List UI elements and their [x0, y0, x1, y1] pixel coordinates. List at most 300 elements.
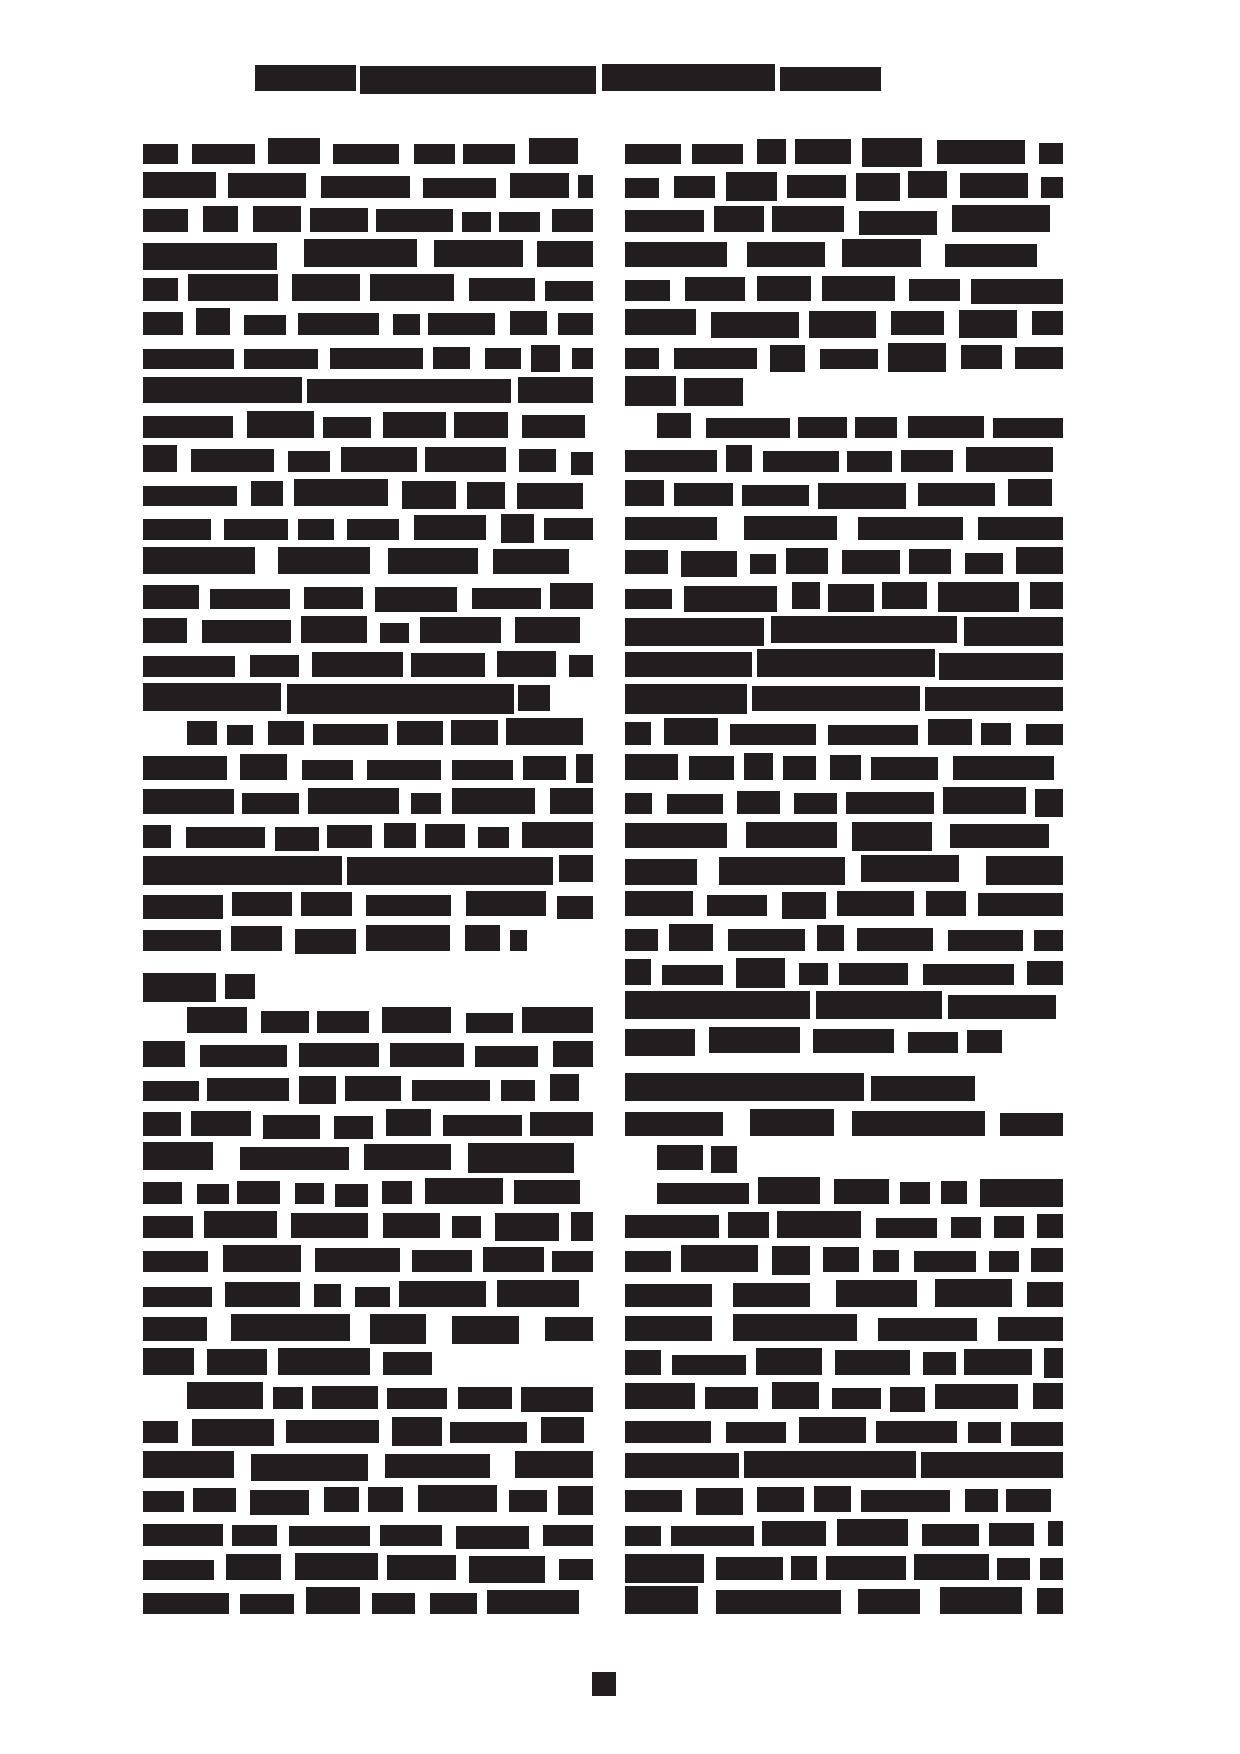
- redacted-word-blob: [382, 1007, 451, 1033]
- redacted-text-line: [625, 305, 1063, 335]
- redacted-text-line: [143, 1140, 593, 1170]
- redacted-text-line: [625, 1311, 1063, 1341]
- redacted-word-blob: [143, 930, 221, 951]
- redacted-text-line: [625, 1242, 1063, 1272]
- redacted-word-blob: [842, 239, 921, 267]
- redacted-text-line: [143, 1584, 593, 1614]
- redacted-word-blob: [900, 1182, 930, 1204]
- redacted-word-blob: [510, 930, 527, 951]
- redacted-word-blob: [1011, 1422, 1063, 1446]
- redacted-word-blob: [922, 1524, 979, 1546]
- redacted-word-blob: [186, 827, 265, 848]
- redacted-word-blob: [501, 1080, 535, 1101]
- redacted-word-blob: [143, 1491, 184, 1512]
- redacted-word-blob: [187, 1382, 263, 1409]
- redacted-word-blob: [463, 144, 515, 164]
- redacted-word-blob: [250, 1490, 309, 1515]
- redacted-word-blob: [323, 417, 371, 438]
- redacted-word-blob: [733, 1283, 810, 1307]
- redacted-word-blob: [515, 617, 580, 643]
- redacted-word-blob: [1037, 1588, 1063, 1614]
- redacted-text-line: [625, 852, 1063, 882]
- redacted-word-blob: [625, 348, 659, 369]
- redacted-word-blob: [531, 345, 560, 372]
- redacted-word-blob: [366, 925, 450, 951]
- redacted-word-blob: [823, 1247, 859, 1272]
- redacted-word-blob: [499, 212, 540, 232]
- redacted-word-blob: [255, 65, 356, 91]
- redacted-word-blob: [1035, 789, 1063, 817]
- redacted-word-blob: [294, 479, 388, 506]
- redacted-word-blob: [550, 1074, 579, 1101]
- redacted-word-blob: [304, 239, 417, 267]
- redacted-word-blob: [937, 140, 1025, 164]
- redacted-text-line: [143, 818, 593, 848]
- redacted-word-blob: [814, 1486, 851, 1512]
- redacted-word-blob: [625, 652, 752, 677]
- redacted-text-line: [625, 1516, 1063, 1546]
- redacted-word-blob: [816, 991, 942, 1019]
- redacted-word-blob: [368, 1487, 403, 1512]
- redacted-word-blob: [799, 1417, 866, 1443]
- redacted-word-blob: [756, 1348, 822, 1375]
- redacted-word-blob: [928, 719, 972, 745]
- redacted-word-blob: [705, 1387, 758, 1409]
- redacted-word-blob: [324, 1487, 359, 1512]
- redacted-word-blob: [472, 588, 541, 609]
- redacted-text-line: [625, 921, 1063, 951]
- redacted-word-blob: [965, 553, 1003, 574]
- redacted-word-blob: [986, 856, 1063, 885]
- redacted-word-blob: [530, 1112, 593, 1136]
- redacted-word-blob: [143, 856, 342, 885]
- redacted-word-blob: [317, 1011, 369, 1033]
- redacted-word-blob: [420, 617, 501, 643]
- redacted-word-blob: [487, 1590, 579, 1614]
- redacted-text-line: [625, 544, 1063, 574]
- redacted-text-line: [143, 1550, 593, 1580]
- redacted-text-line: [143, 681, 550, 711]
- redacted-word-blob: [545, 281, 593, 301]
- redacted-word-blob: [529, 138, 578, 164]
- redacted-word-blob: [225, 1282, 300, 1307]
- redacted-word-blob: [390, 1043, 464, 1067]
- redacted-word-blob: [469, 278, 535, 301]
- redacted-word-blob: [383, 1213, 440, 1238]
- redacted-word-blob: [757, 649, 935, 677]
- redacted-word-blob: [143, 243, 277, 270]
- redacted-word-blob: [232, 892, 292, 916]
- redacted-word-blob: [458, 1387, 512, 1409]
- redacted-word-blob: [517, 483, 583, 509]
- redacted-word-blob: [232, 1525, 277, 1546]
- redacted-word-blob: [625, 589, 672, 609]
- redacted-word-blob: [224, 519, 288, 540]
- redacted-word-blob: [726, 172, 777, 201]
- redacted-word-blob: [231, 1314, 350, 1341]
- redacted-word-blob: [451, 720, 498, 745]
- redacted-word-blob: [908, 416, 984, 438]
- redacted-word-blob: [820, 349, 878, 369]
- redacted-word-blob: [625, 754, 678, 780]
- redacted-text-line: [143, 852, 593, 882]
- redacted-word-blob: [871, 1076, 975, 1101]
- redacted-text-line: [625, 1550, 1063, 1580]
- redacted-word-blob: [914, 1251, 976, 1272]
- redacted-word-blob: [231, 926, 282, 951]
- redacted-word-blob: [366, 895, 451, 916]
- redacted-text-line: [625, 886, 1063, 916]
- redacted-word-blob: [783, 756, 816, 780]
- redacted-word-blob: [625, 450, 717, 472]
- redacted-word-blob: [242, 793, 299, 814]
- redacted-word-blob: [143, 1593, 229, 1614]
- redacted-word-blob: [261, 1011, 309, 1033]
- redacted-word-blob: [625, 242, 727, 267]
- redacted-word-blob: [669, 924, 713, 951]
- redacted-word-blob: [625, 1215, 719, 1238]
- redacted-text-line: [143, 784, 593, 814]
- redacted-word-blob: [304, 587, 363, 609]
- redacted-word-blob: [522, 822, 593, 848]
- redacted-text-line: [143, 750, 593, 780]
- redacted-word-blob: [757, 139, 786, 164]
- redacted-word-blob: [143, 1112, 181, 1136]
- redacted-word-blob: [1016, 547, 1063, 574]
- redacted-word-blob: [227, 725, 253, 745]
- redacted-word-blob: [223, 1245, 301, 1272]
- redacted-word-blob: [313, 724, 388, 745]
- redacted-word-blob: [1030, 582, 1063, 609]
- redacted-word-blob: [674, 176, 715, 198]
- redacted-text-line: [143, 544, 593, 574]
- redacted-word-blob: [909, 549, 951, 574]
- redacted-word-blob: [787, 175, 846, 198]
- redacted-text-line: [143, 510, 593, 540]
- redacted-word-blob: [518, 685, 550, 711]
- redacted-word-blob: [625, 309, 696, 335]
- redacted-word-blob: [664, 718, 718, 745]
- redacted-text-line: [187, 1003, 593, 1033]
- redacted-word-blob: [278, 1348, 370, 1375]
- redacted-word-blob: [552, 209, 593, 232]
- redacted-word-blob: [402, 481, 456, 509]
- redacted-word-blob: [966, 447, 1053, 472]
- redacted-word-blob: [327, 825, 372, 848]
- redacted-word-blob: [143, 519, 211, 540]
- redacted-word-blob: [434, 240, 523, 267]
- redacted-word-blob: [839, 963, 908, 985]
- redacted-word-blob: [360, 66, 596, 94]
- redacted-word-blob: [143, 486, 237, 506]
- redacted-word-blob: [728, 1212, 769, 1238]
- redacted-word-blob: [837, 891, 914, 916]
- redacted-word-blob: [908, 171, 947, 198]
- redacted-word-blob: [772, 206, 844, 232]
- redacted-word-blob: [959, 310, 1017, 338]
- redacted-word-blob: [733, 1314, 857, 1341]
- redacted-word-blob: [730, 724, 816, 745]
- redacted-word-blob: [273, 1387, 303, 1409]
- redacted-word-blob: [387, 1388, 447, 1409]
- redacted-word-blob: [837, 1519, 908, 1546]
- redacted-text-line: [143, 647, 593, 677]
- redacted-word-blob: [312, 1386, 378, 1409]
- redacted-word-blob: [237, 1181, 280, 1204]
- redacted-word-blob: [306, 1587, 360, 1614]
- redacted-word-blob: [948, 930, 1023, 951]
- redacted-word-blob: [314, 1284, 341, 1307]
- redacted-word-blob: [1032, 311, 1063, 335]
- redacted-word-blob: [519, 449, 556, 472]
- redacted-word-blob: [744, 516, 837, 540]
- redacted-word-blob: [467, 482, 505, 509]
- redacted-text-line: [625, 1106, 1063, 1136]
- redacted-word-blob: [576, 754, 593, 783]
- redacted-word-blob: [187, 721, 217, 745]
- redacted-word-blob: [625, 1350, 661, 1375]
- redacted-word-blob: [852, 822, 932, 851]
- redacted-word-blob: [443, 1115, 522, 1136]
- redacted-word-blob: [541, 1417, 584, 1443]
- redacted-word-blob: [625, 1029, 695, 1056]
- redacted-word-blob: [143, 973, 216, 1002]
- redacted-text-line: [143, 1174, 593, 1204]
- redacted-text-line: [143, 476, 593, 506]
- redacted-word-blob: [372, 1593, 415, 1614]
- redacted-word-blob: [522, 415, 585, 438]
- redacted-word-blob: [876, 1218, 937, 1238]
- redacted-text-line: [625, 715, 1063, 745]
- redacted-word-blob: [559, 1559, 593, 1580]
- redacted-word-blob: [989, 1251, 1019, 1272]
- redacted-text-line: [625, 989, 1063, 1019]
- redacted-word-blob: [719, 857, 845, 885]
- redacted-word-blob: [143, 1041, 185, 1067]
- redacted-word-blob: [330, 348, 423, 369]
- redacted-word-blob: [192, 144, 255, 164]
- redacted-word-blob: [707, 895, 767, 916]
- redacted-word-blob: [763, 451, 839, 472]
- redacted-word-blob: [625, 144, 681, 164]
- redacted-word-blob: [941, 1181, 967, 1204]
- redacted-word-blob: [383, 412, 446, 438]
- redacted-word-blob: [315, 1248, 400, 1272]
- redacted-word-blob: [625, 618, 764, 646]
- redacted-word-blob: [828, 725, 918, 745]
- redacted-word-blob: [251, 481, 283, 506]
- redacted-text-line: [625, 784, 1063, 814]
- redacted-word-blob: [859, 211, 937, 235]
- redacted-word-blob: [483, 1247, 544, 1272]
- redacted-word-blob: [423, 178, 496, 198]
- redacted-text-line: [625, 1345, 1063, 1375]
- redacted-word-blob: [425, 824, 465, 848]
- redacted-word-blob: [981, 723, 1011, 745]
- redacted-word-blob: [289, 1526, 370, 1546]
- redacted-word-blob: [143, 1182, 182, 1204]
- redacted-word-blob: [780, 67, 881, 91]
- redacted-word-blob: [625, 991, 810, 1019]
- redacted-word-blob: [143, 1287, 212, 1307]
- redacted-word-blob: [625, 517, 717, 540]
- redacted-word-blob: [364, 1144, 451, 1170]
- redacted-word-blob: [625, 210, 704, 232]
- redacted-word-blob: [846, 792, 934, 814]
- redacted-word-blob: [965, 1489, 998, 1512]
- redacted-word-blob: [468, 1143, 574, 1173]
- redacted-word-blob: [858, 1589, 920, 1614]
- redacted-word-blob: [681, 1245, 758, 1272]
- redacted-word-blob: [518, 377, 593, 403]
- redacted-word-blob: [1040, 1558, 1063, 1580]
- redacted-word-blob: [192, 1419, 274, 1446]
- redacted-word-blob: [935, 1279, 1012, 1307]
- redacted-word-blob: [871, 757, 938, 780]
- redacted-text-line: [625, 613, 1063, 643]
- redacted-word-blob: [890, 1387, 925, 1412]
- redacted-word-blob: [493, 549, 569, 574]
- redacted-word-blob: [968, 1422, 1001, 1443]
- redacted-word-blob: [225, 974, 255, 999]
- redacted-word-blob: [295, 1553, 378, 1580]
- redacted-word-blob: [335, 1184, 368, 1207]
- redacted-word-blob: [1015, 347, 1063, 369]
- redacted-word-blob: [571, 452, 593, 475]
- redacted-word-blob: [375, 587, 457, 612]
- redacted-word-blob: [207, 1078, 289, 1101]
- redacted-word-blob: [537, 241, 593, 267]
- redacted-text-line: [143, 373, 593, 403]
- redacted-text-line: [143, 1071, 593, 1101]
- redacted-word-blob: [383, 1352, 432, 1375]
- redacted-word-blob: [380, 623, 409, 643]
- redacted-text-line: [143, 168, 593, 198]
- redacted-word-blob: [250, 655, 299, 677]
- redacted-text-line: [625, 579, 1063, 609]
- redacted-word-blob: [143, 1142, 213, 1170]
- redacted-word-blob: [786, 548, 828, 574]
- redacted-word-blob: [559, 855, 593, 882]
- redacted-word-blob: [571, 1212, 593, 1241]
- redacted-word-blob: [625, 550, 668, 574]
- redacted-word-blob: [228, 173, 306, 198]
- redacted-word-blob: [143, 1560, 214, 1580]
- redacted-word-blob: [288, 451, 330, 472]
- redacted-text-line: [143, 1448, 593, 1478]
- redacted-word-blob: [716, 1557, 783, 1580]
- redacted-text-line: [143, 271, 593, 301]
- redacted-word-blob: [997, 1558, 1030, 1580]
- redacted-word-blob: [625, 959, 651, 985]
- redacted-word-blob: [813, 1029, 894, 1053]
- redacted-word-blob: [857, 928, 933, 951]
- redacted-word-blob: [771, 616, 957, 643]
- redacted-word-blob: [711, 312, 799, 338]
- redacted-text-line: [143, 1345, 447, 1375]
- redacted-word-blob: [882, 582, 927, 609]
- redacted-text-line: [143, 408, 593, 438]
- redacted-text-line: [625, 1482, 1063, 1512]
- redacted-text-line: [187, 1379, 593, 1409]
- redacted-word-blob: [855, 417, 897, 438]
- redacted-word-blob: [1026, 724, 1063, 745]
- redacted-word-blob: [625, 684, 747, 714]
- redacted-word-blob: [625, 1421, 711, 1443]
- redacted-word-blob: [143, 349, 234, 369]
- redacted-text-line: [143, 1106, 593, 1136]
- redacted-word-blob: [301, 892, 352, 916]
- redacted-word-blob: [202, 620, 291, 643]
- redacted-word-blob: [964, 1349, 1032, 1375]
- redacted-word-blob: [689, 756, 734, 780]
- redacted-word-blob: [557, 896, 593, 919]
- redacted-word-blob: [671, 1526, 754, 1546]
- redacted-heading: [143, 969, 255, 999]
- redacted-word-blob: [964, 617, 1063, 646]
- redacted-word-blob: [657, 413, 691, 438]
- redacted-word-blob: [501, 514, 534, 543]
- redacted-word-blob: [1031, 1248, 1063, 1272]
- redacted-word-blob: [143, 618, 187, 643]
- redacted-word-blob: [945, 244, 1037, 267]
- redacted-word-blob: [302, 760, 353, 780]
- redacted-text-line: [625, 750, 1063, 780]
- redacted-word-blob: [191, 1111, 251, 1136]
- redacted-word-blob: [834, 1179, 889, 1204]
- redacted-word-blob: [299, 1043, 379, 1067]
- redacted-heading: [625, 373, 743, 403]
- redacted-word-blob: [298, 313, 379, 335]
- redacted-word-blob: [791, 1556, 817, 1580]
- redacted-word-blob: [191, 449, 274, 472]
- redacted-text-line: [625, 1208, 1063, 1238]
- redacted-word-blob: [200, 1045, 287, 1067]
- redacted-word-blob: [247, 411, 314, 438]
- redacted-word-blob: [465, 925, 500, 951]
- redacted-word-blob: [952, 205, 1050, 232]
- redacted-word-blob: [425, 1178, 503, 1204]
- redacted-word-blob: [478, 827, 509, 848]
- redacted-word-blob: [268, 138, 320, 164]
- redacted-word-blob: [625, 1073, 864, 1101]
- redacted-word-blob: [744, 1451, 916, 1478]
- redacted-word-blob: [510, 311, 547, 335]
- redacted-word-blob: [295, 929, 356, 954]
- redacted-text-line: [143, 1311, 593, 1341]
- redacted-word-blob: [397, 721, 443, 745]
- redacted-word-blob: [835, 1350, 910, 1375]
- redacted-word-blob: [625, 1453, 739, 1478]
- redacted-word-blob: [393, 314, 420, 335]
- redacted-text-line: [625, 681, 1063, 711]
- redacted-word-blob: [462, 212, 491, 232]
- redacted-word-blob: [207, 1349, 267, 1375]
- page-header-redacted-title: [255, 61, 881, 91]
- redacted-word-blob: [345, 1076, 401, 1101]
- redacted-word-blob: [714, 206, 764, 232]
- redacted-word-blob: [625, 1586, 698, 1614]
- redacted-word-blob: [203, 206, 238, 232]
- redacted-word-blob: [385, 1454, 490, 1478]
- redacted-word-blob: [742, 485, 809, 506]
- redacted-text-line: [143, 1482, 593, 1512]
- redacted-word-blob: [469, 1556, 545, 1583]
- redacted-word-blob: [918, 483, 995, 506]
- redacted-word-blob: [777, 1211, 861, 1238]
- redacted-word-blob: [310, 208, 368, 232]
- redacted-text-line: [143, 1037, 593, 1067]
